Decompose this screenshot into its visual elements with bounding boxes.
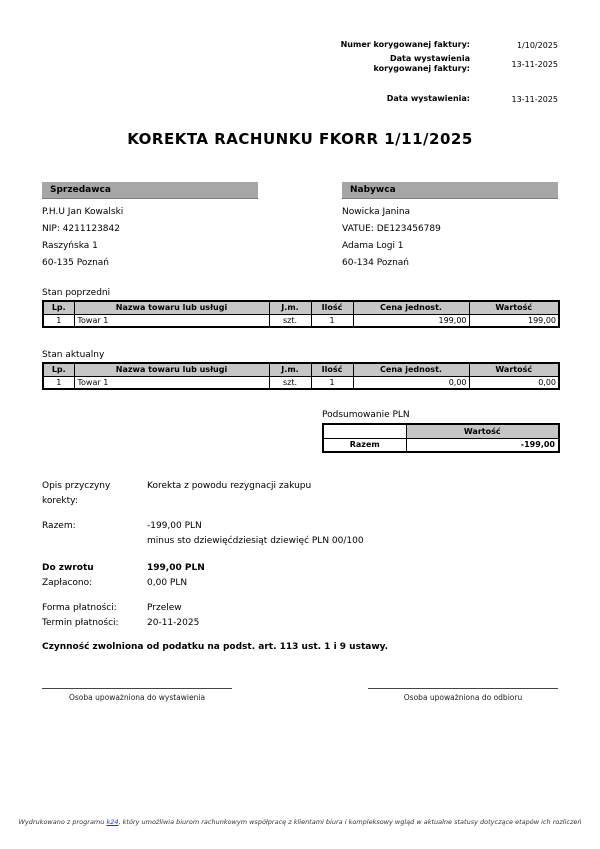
footer-prefix: Wydrukowano z programu (18, 818, 107, 826)
seller-street: Raszyńska 1 (42, 241, 98, 251)
spacer (42, 509, 558, 519)
summary-blank-header (323, 424, 406, 438)
column-header-lp: Lp. (43, 363, 74, 376)
payment-form-row (42, 601, 558, 616)
column-header-name: Nazwa towaru lub usługi (74, 301, 269, 314)
buyer-city: 60-134 Poznań (342, 258, 409, 268)
correction-reason-label: Opis przyczyny korekty: (42, 481, 111, 506)
buyer-vat: VATUE: DE123456789 (342, 224, 441, 234)
summary-caption: Podsumowanie PLN (322, 410, 410, 420)
spacer (42, 591, 558, 601)
paid-value: 0,00 PLN (147, 578, 188, 588)
seller-name: P.H.U Jan Kowalski (42, 207, 124, 217)
column-header-unit-price: Cena jednost. (353, 363, 469, 376)
current-state-header-row (43, 363, 559, 376)
paid-row (42, 576, 558, 591)
signatures-section (42, 688, 558, 702)
correction-reason-row (42, 479, 558, 509)
issuer-signature-line: Osoba upoważniona do wystawienia (42, 688, 232, 702)
tax-exemption-note: Czynność zwolniona od podatku na podst. art. 113 ust. 1 i 9 ustawy. (42, 642, 389, 652)
payment-due-row (42, 616, 558, 631)
seller-details (42, 204, 258, 272)
payment-due-label: Termin płatności: (42, 618, 119, 628)
buyer-street: Adama Logi 1 (342, 241, 404, 251)
meta-row-corrected-invoice-date (336, 54, 558, 74)
total-amount: -199,00 PLN (147, 521, 202, 531)
summary-total-label: Razem (323, 438, 406, 452)
cell-unit-price: 199,00 (353, 314, 469, 327)
corrected-invoice-number-value: 1/10/2025 (516, 40, 558, 50)
previous-state-header-row (43, 301, 559, 314)
paid-label: Zapłacono: (42, 578, 93, 588)
column-header-quantity: Ilość (311, 363, 353, 376)
refund-value: 199,00 PLN (147, 563, 205, 573)
seller-block (42, 182, 258, 272)
cell-lp: 1 (43, 376, 74, 389)
current-state-caption: Stan aktualny (42, 350, 105, 360)
cell-value: 199,00 (469, 314, 559, 327)
cell-lp: 1 (43, 314, 74, 327)
payment-form-label: Forma płatności: (42, 603, 117, 613)
summary-total-row (323, 438, 559, 452)
column-header-unit: J.m. (269, 301, 311, 314)
buyer-heading: Nabywca (342, 182, 558, 199)
buyer-details (342, 204, 558, 272)
summary-total-value: -199,00 (406, 438, 559, 452)
summary-value-header: Wartość (406, 424, 559, 438)
column-header-value: Wartość (469, 363, 559, 376)
cell-name: Towar 1 (74, 376, 269, 389)
correction-reason-value: Korekta z powodu rezygnacji zakupu (147, 481, 312, 491)
buyer-block (342, 182, 558, 272)
cell-value: 0,00 (469, 376, 559, 389)
seller-heading: Sprzedawca (42, 182, 258, 199)
column-header-unit: J.m. (269, 363, 311, 376)
issue-date-value: 13-11-2025 (511, 94, 558, 104)
seller-city: 60-135 Poznań (42, 258, 109, 268)
table-row (43, 376, 559, 389)
header-meta-block (336, 40, 558, 104)
payment-due-value: 20-11-2025 (147, 618, 200, 628)
column-header-lp: Lp. (43, 301, 74, 314)
cell-unit: szt. (269, 376, 311, 389)
corrected-invoice-date-value: 13-11-2025 (511, 59, 558, 69)
refund-label: Do zwrotu (42, 563, 94, 573)
footer-suffix: , który umożliwia biurom rachunkowym współpracę z klientami biura i kompleksowy wgląd w aktualne statusy dotyczące etapów ich rozliczeń (118, 818, 582, 826)
cell-unit-price: 0,00 (353, 376, 469, 389)
cell-quantity: 1 (311, 376, 353, 389)
previous-state-caption: Stan poprzedni (42, 288, 111, 298)
total-amount-in-words: minus sto dziewięćdziesiąt dziewięć PLN 00/100 (147, 536, 364, 546)
summary-table (322, 423, 560, 453)
current-state-table (42, 362, 560, 390)
meta-row-issue-date (336, 94, 558, 104)
summary-header-row (323, 424, 559, 438)
issue-date-label: Data wystawienia: (386, 94, 470, 103)
cell-quantity: 1 (311, 314, 353, 327)
footer-note (0, 818, 600, 826)
buyer-name: Nowicka Janina (342, 207, 411, 217)
total-label: Razem: (42, 521, 76, 531)
total-row (42, 519, 558, 549)
column-header-unit-price: Cena jednost. (353, 301, 469, 314)
column-header-value: Wartość (469, 301, 559, 314)
details-section (42, 479, 558, 652)
cell-name: Towar 1 (74, 314, 269, 327)
corrected-invoice-date-label: Data wystawienia korygowanej faktury: (373, 54, 470, 73)
cell-unit: szt. (269, 314, 311, 327)
summary-section (322, 410, 558, 453)
page-title: KOREKTA RACHUNKU FKORR 1/11/2025 (127, 130, 473, 148)
spacer (42, 549, 558, 561)
meta-row-corrected-invoice-number (336, 40, 558, 50)
corrected-invoice-number-label: Numer korygowanej faktury: (340, 40, 470, 49)
table-row (43, 314, 559, 327)
seller-nip: NIP: 4211123842 (42, 224, 120, 234)
program-link[interactable]: k24 (106, 818, 119, 826)
column-header-quantity: Ilość (311, 301, 353, 314)
receiver-signature-line: Osoba upoważniona do odbioru (368, 688, 558, 702)
total-value-block (147, 519, 558, 549)
payment-form-value: Przelew (147, 603, 182, 613)
refund-row (42, 561, 558, 576)
previous-state-table (42, 300, 560, 328)
column-header-name: Nazwa towaru lub usługi (74, 363, 269, 376)
parties-section (42, 182, 558, 272)
